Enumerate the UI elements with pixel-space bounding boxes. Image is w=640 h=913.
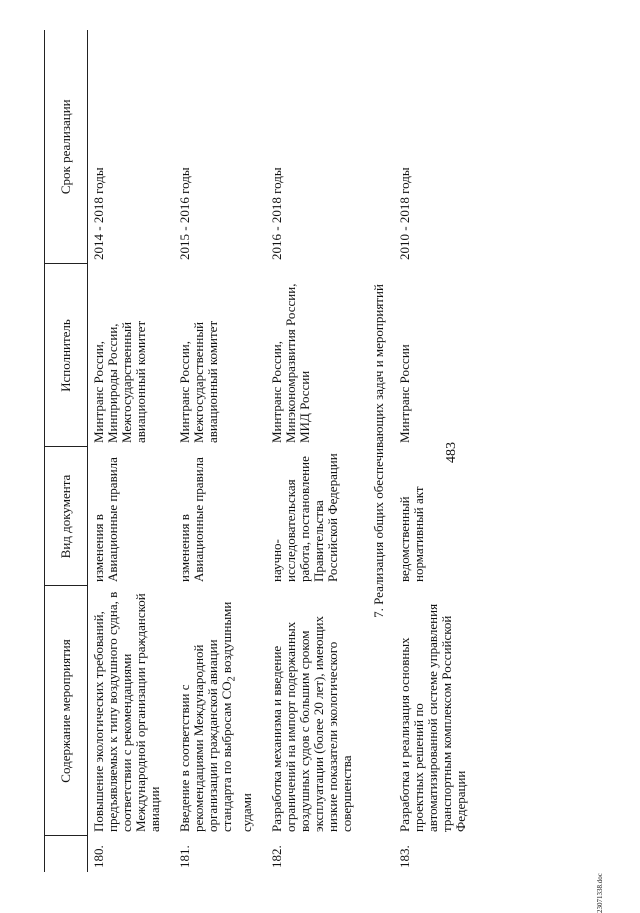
- row-term: 2010 - 2018 годы: [396, 167, 412, 260]
- row-doc-type: изменения в Авиационные правила: [177, 457, 206, 582]
- page-number: 483: [444, 442, 459, 463]
- header-term: Срок реализации: [45, 30, 88, 264]
- row-doc-type: научно-исследовательская работа, постановление Правительства Российской Федерации: [268, 453, 340, 582]
- row-term: 2016 - 2018 годы: [268, 167, 284, 260]
- row-executor: Минтранс России, Минэкономразвития России, МИД России: [268, 283, 312, 443]
- header-executor: Исполнитель: [45, 264, 88, 447]
- section-title: 7. Реализация общих обеспечивающих задач и мероприятий: [370, 284, 386, 618]
- table-row: [394, 30, 480, 872]
- footer-code: 23071338.doc: [596, 873, 604, 913]
- header-content: Содержание мероприятия: [45, 586, 88, 836]
- table-header-row: [45, 30, 88, 872]
- row-content: [174, 586, 266, 836]
- row-content: Разработка механизма и введение ограничений на импорт подержанных воздушных судов с большим сроком эксплуатации (более 20 лет), имеющих низкие показатели экологического совершенства: [268, 616, 354, 832]
- row-executor: Минтранс России, Межгосударственный авиационный комитет: [177, 320, 220, 443]
- row-content: Разработка и реализация основных проектных решений по автоматизированной системе управления транспортным комплексом Российской Федерации: [396, 603, 468, 832]
- header-doc-type: Вид документа: [45, 447, 88, 586]
- row-number: 181.: [177, 845, 192, 868]
- row-term: 2014 - 2018 годы: [91, 167, 106, 260]
- row-content-text: Введение в соответствии с рекомендациями Международной организации гражданской авиации стандарта по выбросам CO: [177, 639, 234, 832]
- row-number: 180.: [91, 845, 106, 868]
- section-heading-row: [366, 30, 394, 872]
- co2-subscript: 2: [226, 676, 238, 682]
- measures-table: [44, 30, 480, 872]
- row-executor: Минтранс России, Минприроды России, Межгосударственный авиационный комитет: [91, 320, 148, 443]
- table-row: [174, 30, 266, 872]
- table-row: [266, 30, 366, 872]
- row-number: 183.: [396, 845, 412, 868]
- row-term: 2015 - 2016 годы: [177, 167, 192, 260]
- row-content-tail: воздушными судами: [219, 601, 254, 832]
- row-executor: Минтранс России: [396, 344, 412, 443]
- row-number: 182.: [268, 845, 284, 868]
- table-row: [88, 30, 175, 872]
- row-content: Повышение экологических требований, предъявляемых к типу воздушного судна, в соответствии с рекомендациями Международной организации гражданской авиации: [91, 591, 162, 832]
- row-doc-type: ведомственный нормативный акт: [396, 486, 426, 582]
- row-doc-type: изменения в Авиационные правила: [91, 457, 120, 582]
